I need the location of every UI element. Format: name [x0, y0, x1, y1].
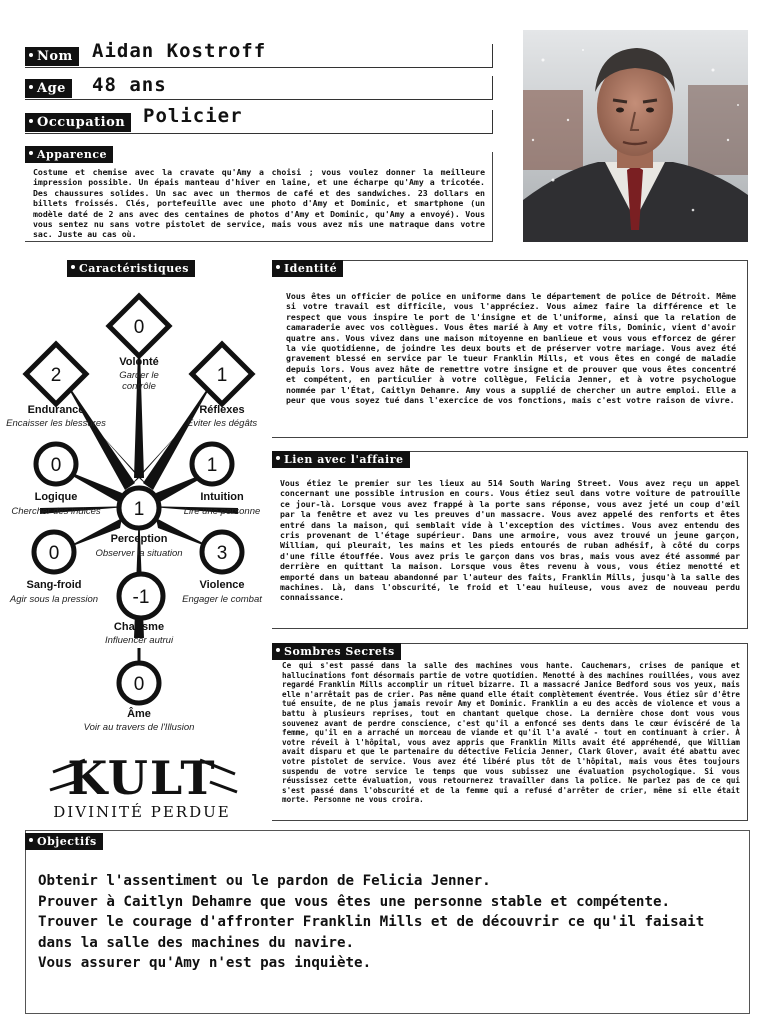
kult-logo-graphic: [45, 752, 240, 824]
logique-shape: [36, 444, 76, 484]
volonte-shape: [109, 296, 169, 356]
objectif-item: Obtenir l'assentiment ou le pardon de Felicia Jenner.: [38, 873, 491, 889]
sangfroid-label: Sang-froid: [26, 579, 82, 591]
objectifs-list: [38, 871, 738, 974]
logique-label: Logique: [34, 491, 78, 503]
portrait-illustration: [523, 30, 748, 242]
volonte-value: 0: [133, 317, 145, 338]
logique-value: 0: [50, 455, 62, 476]
identite-label: Identité: [272, 260, 343, 277]
kult-logo-subtitle: DIVINITÉ PERDUE: [53, 803, 231, 821]
character-portrait: [523, 30, 748, 242]
volonte-desc: Garder le contrôle: [119, 370, 159, 392]
objectif-item: Vous assurer qu'Amy n'est pas inquiète.: [38, 955, 372, 971]
ame-shape: [119, 663, 159, 703]
objectif-item: Prouver à Caitlyn Dehamre que vous êtes une personne stable et compétente.: [38, 893, 671, 910]
violence-shape: [202, 532, 242, 572]
objectifs-label: Objectifs: [25, 833, 103, 850]
endurance-desc: Encaisser les blessures: [6, 418, 106, 429]
reflexes-label: Réflexes: [199, 404, 245, 416]
age-label: Age: [25, 79, 72, 98]
apparence-label: Apparence: [25, 146, 113, 163]
charisme-desc: Influencer autrui: [104, 635, 174, 646]
violence-value: 3: [216, 543, 228, 564]
reflexes-shape: [192, 344, 252, 404]
volonte-label: Volonté: [119, 356, 159, 368]
perception-desc: Observer la situation: [95, 548, 183, 559]
logique-desc: Chercher des indices: [11, 506, 101, 517]
occupation-value: Policier: [143, 105, 243, 127]
perception-shape: [119, 488, 159, 528]
secrets-text: Ce qui s'est passé dans la salle des machines vous hante. Cauchemars, crises de panique et hallucinations font désormais partie de votre quotidien. Menotté à des machines rouillées, vous avez regardé Franklin Mills accomplir un rituel bizarre. Il a massacré Janice Bedford sous vos yeux, mais elle n'arrêtait pas de crier. Pas même quand elle était complètement éventrée. Vous étiez sûr d'être tué ensuite, de ne plus jamais revoir Amy et Dominic. Franklin a eu des accès de violence et vous a battu à plusieurs reprises, tout en chantant quelque chose. La dernière chose dont vous vous souvenez avant de perdre conscience, c'est qu'il a enfoncé ses dents dans le cœur éviscéré de la femme, qu'il en a arraché un morceau de viande et qu'il l'a avalé - tout en continuant à crier. À votre réveil à l'hôpital, vous avez appris que Franklin Mills avait été appréhendé, que William avait disparu et que le partenaire du détective Felicia Jenner, Clark Glover, avait été abattu avec votre pistolet de service. Vous avez été libéré plus tôt de l'hôpital, mais vous êtes toujours suspendu de votre service le temps que vous subissez une évaluation psychologique. Si vous réussissez cette évaluation, vous retournerez travailler dans la police. Ne parlez pas de ce qui s'est passé dans l'obscurité et de la femme qui a refusé d'arrêter de crier, même si elle était morte. Personne ne vous croira.: [282, 661, 740, 805]
perception-label: Perception: [110, 533, 168, 545]
ame-value: 0: [133, 674, 145, 695]
kult-logo: [45, 752, 240, 824]
lien-text: Vous étiez le premier sur les lieux au 514 South Waring Street. Vous avez reçu un appel concernant une possible intrusion en cours. Vous étiez seul dans votre voiture de patrouille ce jour-là. Lorsque vous avez frappé à la porte sans réponse, vous avez jeté un coup d'œil par la fenêtre et avez vu les preuves d'un massacre. Vous avez appelé des renforts et êtes entré dans la maison, qui semblait vide à l'exception des victimes. Vous avez entendu des cris provenant de l'étage supérieur. Dans une armoire, vous avez trouvé un jeune garçon, William, qui pleurait, les mains et les pieds entourés de ruban adhésif, à côté du corps d'une fille étouffée. Vous avez pris le garçon dans vos bras, mais vous avez été assommé par derrière en quittant la maison. Lorsque vous êtes revenu à vous, vous étiez menotté et emporté dans un bateau abandonné par l'auteur des faits, Franklin Mills, jusqu'à la salle des machines. Là, dans l'obscurité, le froid et l'eau huileuse, vous avez de nouveau perdu connaissance.: [280, 478, 740, 603]
apparence-box: [25, 152, 493, 242]
reflexes-value: 1: [216, 365, 228, 386]
secrets-box: [272, 643, 748, 821]
lien-label: Lien avec l'affaire: [272, 451, 410, 468]
ame-desc: Voir au travers de l'Illusion: [83, 722, 195, 733]
violence-label: Violence: [199, 579, 245, 591]
reflexes-desc: Éviter les dégâts: [186, 418, 258, 429]
nom-label: Nom: [25, 47, 79, 66]
sangfroid-value: 0: [48, 543, 60, 564]
endurance-shape: [26, 344, 86, 404]
perception-value: 1: [133, 499, 145, 520]
objectif-item: Trouver le courage d'affronter Franklin Mills et de découvrir ce qu'il faisait dans la salle des machines du navire.: [38, 914, 705, 951]
occupation-label: Occupation: [25, 113, 131, 132]
identite-box: [272, 260, 748, 438]
sangfroid-shape: [34, 532, 74, 572]
identite-text: Vous êtes un officier de police en uniforme dans le département de police de Détroit. Même si votre travail est difficile, vous l'appréciez. Vous aimez faire la différence et le respect que vous inspire le port de l'insigne et de l'uniforme, ainsi que la relation de camaraderie avec vos collègues. Vous êtes marié à Amy et votre fils, Dominic, vient d'avoir quatre ans. Vous vivez dans une maison mitoyenne en banlieue et vous vous efforcez de gérer la vie quotidienne, de joindre les deux bouts et de préserver votre mariage. Vous avez été gravement blessé en service par le tueur Franklin Mills, et vous êtes en congé de maladie depuis lors. Vous avez hâte de remettre votre insigne et de prouver que vous êtes concentré et compétent, en particulier à votre collègue, Felicia Jenner, et à votre psychologue nommée par l'État, Caitlyn Dehamre. Amy vous a supplié de chercher un autre emploi. Elle a peur que vous soyez tué dans l'exercice de vos fonctions, mais c'est votre raison de vivre.: [286, 291, 736, 406]
secrets-label: Sombres Secrets: [272, 643, 401, 660]
sangfroid-desc: Agir sous la pression: [9, 594, 99, 605]
lien-box: [272, 451, 748, 629]
endurance-label: Endurance: [27, 404, 85, 416]
age-value: 48 ans: [92, 74, 167, 96]
apparence-text: Costume et chemise avec la cravate qu'Amy a choisi ; vous voulez donner la meilleure impression possible. Un épais manteau d'hiver en laine, et une écharpe qu'Amy a tricotée. Des chaussures solides. Un sac avec un thermos de café et des sandwiches. 23 dollars en billets froissés. Clés, portefeuille avec une photo d'Amy et Dominic, et smartphone (un modèle daté de 2 ans avec des centaines de photos d'Amy et Dominic, qu'Amy a envoyé). Vous vous sentez nu sans votre pistolet de service, mais vous avez mis une matraque dans votre sac. Juste au cas où.: [33, 167, 485, 240]
kult-logo-title: KULT: [67, 752, 217, 805]
ame-label: Âme: [127, 708, 151, 720]
intuition-desc: Lire une personne: [183, 506, 261, 517]
violence-desc: Engager le combat: [182, 594, 262, 605]
intuition-label: Intuition: [200, 491, 244, 503]
nom-value: Aidan Kostroff: [92, 40, 267, 62]
intuition-shape: [192, 444, 232, 484]
charisme-label: Charisme: [113, 621, 165, 633]
charisme-value: -1: [132, 587, 150, 608]
caracteristiques-label: Caractéristiques: [67, 260, 195, 277]
endurance-value: 2: [50, 365, 62, 386]
characteristics-diagram: [0, 278, 278, 748]
charisme-shape: [119, 574, 163, 618]
intuition-value: 1: [206, 455, 218, 476]
